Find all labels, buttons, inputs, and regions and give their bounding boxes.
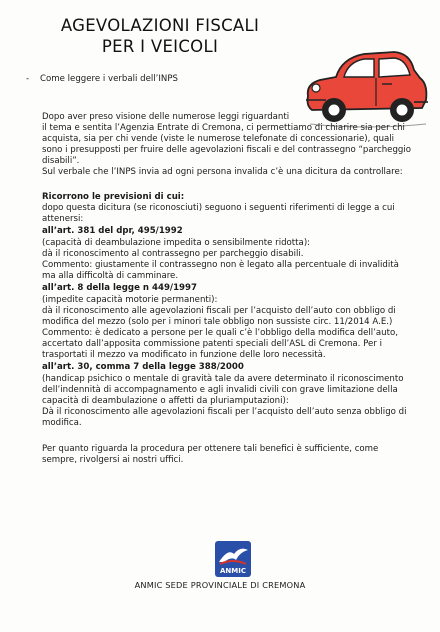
page-title-line2: PER I VEICOLI <box>101 37 219 56</box>
intro-line: Dopo aver preso visione delle numerose leggi riguardanti <box>42 112 290 122</box>
subtitle <box>26 74 178 84</box>
article-heading: all’art. 30, comma 7 della legge 388/2000 <box>42 362 244 372</box>
article-line: modifica. <box>42 418 82 428</box>
article-line: Commento: è dedicato a persone per le quali c’è l’obbligo della modifica dell’auto, <box>42 328 398 338</box>
section-heading: Ricorrono le previsioni di cui: <box>42 192 185 202</box>
logo-text: ANMIC <box>220 567 246 575</box>
article-line: trasportati il mezzo va modificato in funzione delle loro necessità. <box>42 350 326 360</box>
closing-line: sempre, rivolgersi ai nostri uffici. <box>42 455 184 465</box>
article-line: Dà il riconoscimento alle agevolazioni fiscali per l’acquisto dell’auto senza obbligo di <box>42 407 407 417</box>
article-line: modifica del mezzo (solo per i minori tale obbligo non sussiste circ. 11/2014 A.E.) <box>42 317 393 327</box>
article-line: dell’indennità di accompagnamento e agli invalidi civili con grave limitazione della <box>42 385 398 395</box>
intro-line: Sul verbale che l’INPS invia ad ogni persona invalida c’è una dicitura da controllare: <box>42 167 403 177</box>
section-intro-line: attenersi: <box>42 214 84 224</box>
anmic-logo <box>214 540 252 578</box>
article-line: (impedite capacità motorie permanenti): <box>42 295 218 305</box>
intro-line: il tema e sentita l’Agenzia Entrate di Cremona, ci permettiamo di chiarire sia per chi <box>42 123 405 133</box>
intro-line: acquista, sia per chi vende (viste le numerose telefonate di concessionarie), quali <box>42 134 395 144</box>
subtitle-text: Come leggere i verbali dell’INPS <box>40 74 178 84</box>
bullet-dash: - <box>26 74 30 84</box>
page-title-line1: AGEVOLAZIONI FISCALI <box>60 16 260 35</box>
article-line: (handicap psichico o mentale di gravità tale da avere determinato il riconoscimento <box>42 374 404 384</box>
article-line: accertato dall’apposita commissione patenti speciali dell’ASL di Cremona. Per i <box>42 339 382 349</box>
article-heading: all’art. 8 della legge n 449/1997 <box>42 283 197 293</box>
article-line: Commento: giustamente il contrassegno non è legato alla percentuale di invalidità <box>42 260 399 270</box>
section-intro-line: dopo questa dicitura (se riconosciuti) seguono i seguenti riferimenti di legge a cui <box>42 203 395 213</box>
footer-organization: ANMIC SEDE PROVINCIALE DI CREMONA <box>134 580 306 590</box>
article-line: capacità di deambulazione o affetti da pluriamputazioni): <box>42 396 289 406</box>
article-line: (capacità di deambulazione impedita o sensibilmente ridotta): <box>42 238 311 248</box>
article-heading: all’art. 381 del dpr, 495/1992 <box>42 226 183 236</box>
article-line: dà il riconoscimento alle agevolazioni fiscali per l’acquisto dell’auto con obbligo di <box>42 306 396 316</box>
article-line: ma alla difficoltà di camminare. <box>42 271 179 281</box>
intro-line: sono i presupposti per fruire delle agevolazioni fiscali e del contrassegno “parcheggio <box>42 145 411 155</box>
closing-line: Per quanto riguarda la procedura per ottenere tali benefici è sufficiente, come <box>42 444 379 454</box>
intro-line: disabili”. <box>42 156 80 166</box>
article-line: dà il riconoscimento al contrassegno per parcheggio disabili. <box>42 249 304 259</box>
